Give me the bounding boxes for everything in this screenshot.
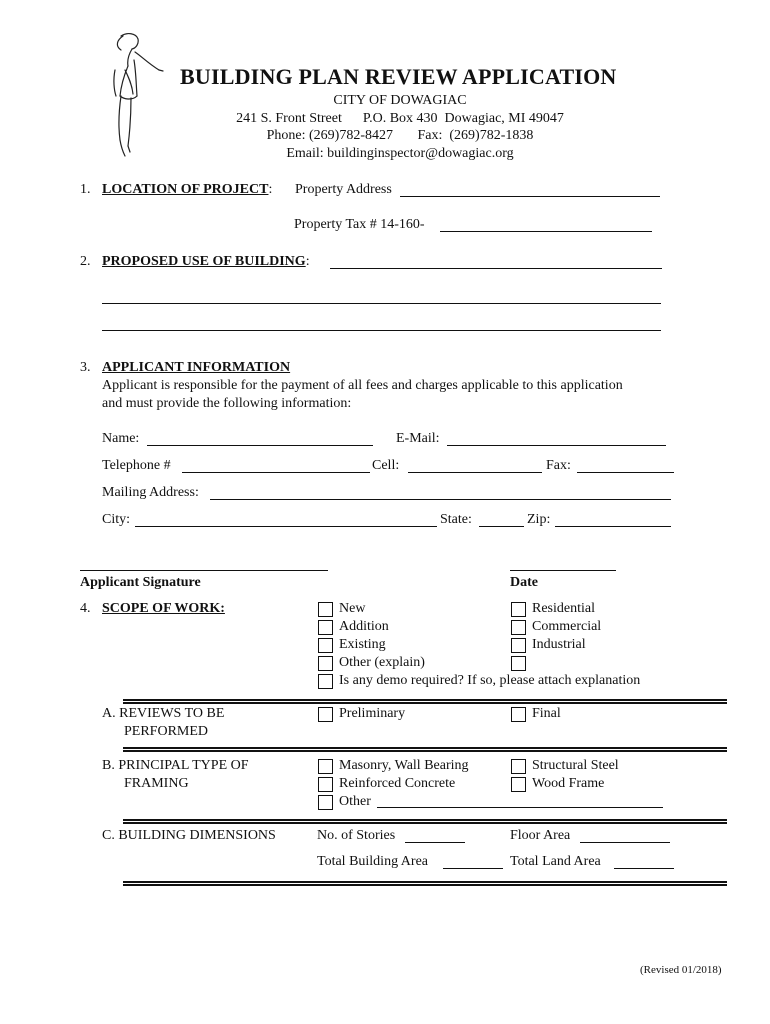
structural-steel-checkbox[interactable] bbox=[511, 759, 526, 774]
residential-label: Residential bbox=[532, 601, 595, 616]
state-field[interactable] bbox=[479, 526, 524, 527]
section3-number: 3. bbox=[80, 360, 91, 375]
preliminary-label: Preliminary bbox=[339, 706, 406, 721]
residential-checkbox[interactable] bbox=[511, 602, 526, 617]
property-tax-field[interactable] bbox=[440, 231, 652, 232]
section3-description-2: and must provide the following information: bbox=[102, 396, 352, 411]
masonry-checkbox[interactable] bbox=[318, 759, 333, 774]
other-explain-label: Other (explain) bbox=[339, 655, 425, 670]
addition-checkbox[interactable] bbox=[318, 620, 333, 635]
blank-right-checkbox[interactable] bbox=[511, 656, 526, 671]
city-label: City: bbox=[102, 512, 131, 527]
city-email: Email: buildinginspector@dowagiac.org bbox=[286, 146, 514, 161]
fax-label: Fax: bbox=[546, 458, 571, 473]
page-title: BUILDING PLAN REVIEW APPLICATION bbox=[180, 64, 617, 89]
property-address-label: Property Address bbox=[295, 182, 392, 197]
email-label: E-Mail: bbox=[396, 431, 440, 446]
total-land-area-field[interactable] bbox=[614, 868, 674, 869]
city-field[interactable] bbox=[135, 526, 437, 527]
state-label: State: bbox=[440, 512, 472, 527]
cell-field[interactable] bbox=[408, 472, 542, 473]
preliminary-checkbox[interactable] bbox=[318, 707, 333, 722]
divider-rule-4 bbox=[123, 881, 727, 886]
other-framing-field[interactable] bbox=[377, 807, 663, 808]
total-land-area-label: Total Land Area bbox=[510, 854, 601, 869]
demo-label: Is any demo required? If so, please attach explanation bbox=[339, 673, 641, 688]
telephone-field[interactable] bbox=[182, 472, 370, 473]
commercial-checkbox[interactable] bbox=[511, 620, 526, 635]
new-checkbox[interactable] bbox=[318, 602, 333, 617]
section3-title: APPLICANT INFORMATION bbox=[102, 360, 291, 375]
divider-rule-2 bbox=[123, 747, 727, 752]
reviews-label-1: A. REVIEWS TO BE bbox=[102, 706, 225, 721]
total-building-area-field[interactable] bbox=[443, 868, 503, 869]
addition-label: Addition bbox=[339, 619, 389, 634]
signature-label: Applicant Signature bbox=[80, 575, 201, 590]
mailing-address-field[interactable] bbox=[210, 499, 671, 500]
structural-steel-label: Structural Steel bbox=[532, 758, 619, 773]
property-address-field[interactable] bbox=[400, 196, 660, 197]
telephone-label: Telephone # bbox=[102, 458, 171, 473]
dimensions-label: C. BUILDING DIMENSIONS bbox=[102, 828, 276, 843]
section2-title: PROPOSED USE OF BUILDING bbox=[102, 254, 306, 269]
email-field[interactable] bbox=[447, 445, 666, 446]
section1-heading bbox=[102, 182, 272, 198]
floor-area-label: Floor Area bbox=[510, 828, 571, 843]
other-explain-checkbox[interactable] bbox=[318, 656, 333, 671]
zip-label: Zip: bbox=[527, 512, 551, 527]
city-phone-fax: Phone: (269)782-8427 Fax: (269)782-1838 bbox=[266, 128, 534, 143]
city-address: 241 S. Front Street P.O. Box 430 Dowagiac, MI 49047 bbox=[236, 111, 564, 126]
section1-colon: : bbox=[268, 182, 273, 197]
framing-label-2: FRAMING bbox=[124, 776, 189, 791]
cell-label: Cell: bbox=[372, 458, 400, 473]
industrial-label: Industrial bbox=[532, 637, 586, 652]
mailing-address-label: Mailing Address: bbox=[102, 485, 199, 500]
divider-rule-3 bbox=[123, 819, 727, 824]
section2-colon: : bbox=[305, 254, 310, 269]
wood-frame-label: Wood Frame bbox=[532, 776, 605, 791]
proposed-use-field-1[interactable] bbox=[330, 268, 662, 269]
proposed-use-field-3[interactable] bbox=[102, 330, 661, 331]
name-label: Name: bbox=[102, 431, 140, 446]
existing-checkbox[interactable] bbox=[318, 638, 333, 653]
zip-field[interactable] bbox=[555, 526, 671, 527]
masonry-label: Masonry, Wall Bearing bbox=[339, 758, 469, 773]
section4-title: SCOPE OF WORK: bbox=[102, 601, 225, 616]
section3-description-1: Applicant is responsible for the payment of all fees and charges applicable to this application bbox=[102, 378, 623, 393]
name-field[interactable] bbox=[147, 445, 373, 446]
stories-field[interactable] bbox=[405, 842, 465, 843]
reviews-label-2: PERFORMED bbox=[124, 724, 209, 739]
commercial-label: Commercial bbox=[532, 619, 602, 634]
other-framing-label: Other bbox=[339, 794, 371, 809]
city-name: CITY OF DOWAGIAC bbox=[333, 93, 467, 108]
section4-number: 4. bbox=[80, 601, 91, 616]
floor-area-field[interactable] bbox=[580, 842, 670, 843]
total-building-area-label: Total Building Area bbox=[317, 854, 429, 869]
date-field[interactable] bbox=[510, 570, 616, 571]
final-label: Final bbox=[532, 706, 561, 721]
other-framing-checkbox[interactable] bbox=[318, 795, 333, 810]
section2-number: 2. bbox=[80, 254, 91, 269]
section2-heading bbox=[102, 254, 310, 270]
revision-note: (Revised 01/2018) bbox=[640, 964, 722, 976]
new-label: New bbox=[339, 601, 366, 616]
industrial-checkbox[interactable] bbox=[511, 638, 526, 653]
fax-field[interactable] bbox=[577, 472, 674, 473]
reinforced-concrete-label: Reinforced Concrete bbox=[339, 776, 456, 791]
stories-label: No. of Stories bbox=[317, 828, 396, 843]
proposed-use-field-2[interactable] bbox=[102, 303, 661, 304]
existing-label: Existing bbox=[339, 637, 386, 652]
section1-number: 1. bbox=[80, 182, 91, 197]
demo-checkbox[interactable] bbox=[318, 674, 333, 689]
property-tax-label: Property Tax # 14-160- bbox=[294, 217, 425, 232]
framing-label-1: B. PRINCIPAL TYPE OF bbox=[102, 758, 249, 773]
divider-rule-1 bbox=[123, 699, 727, 704]
section1-title: LOCATION OF PROJECT bbox=[102, 182, 269, 197]
final-checkbox[interactable] bbox=[511, 707, 526, 722]
date-label: Date bbox=[510, 575, 538, 590]
wood-frame-checkbox[interactable] bbox=[511, 777, 526, 792]
reinforced-concrete-checkbox[interactable] bbox=[318, 777, 333, 792]
signature-field[interactable] bbox=[80, 570, 328, 571]
